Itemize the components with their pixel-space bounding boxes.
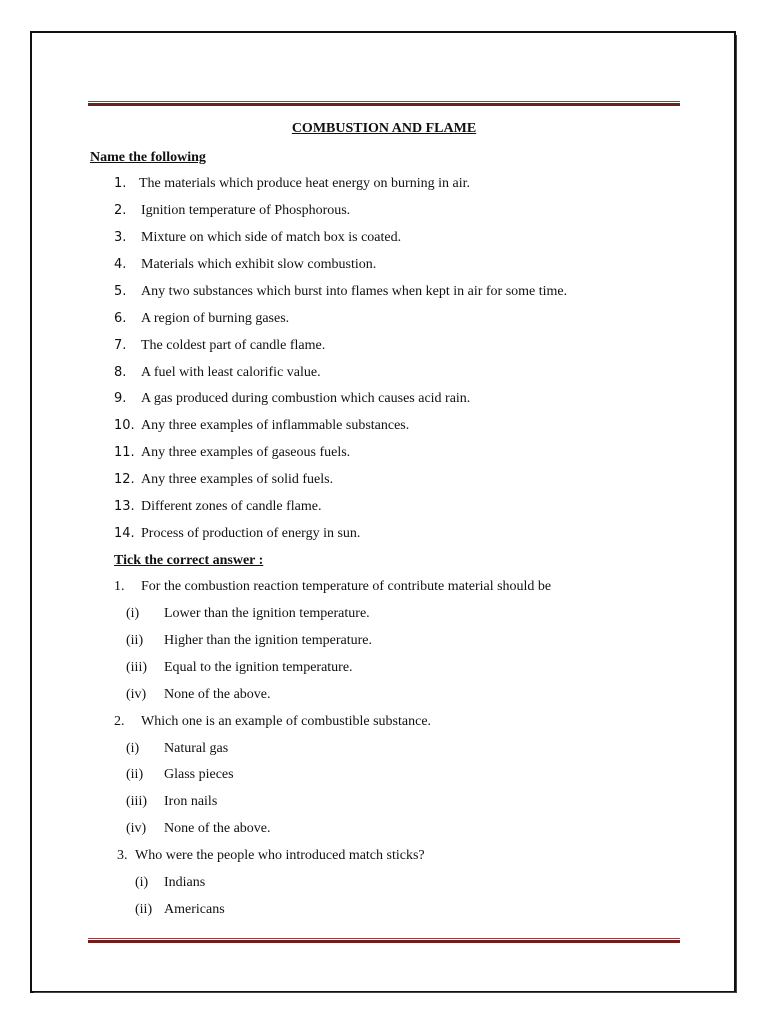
item-text: Process of production of energy in sun. bbox=[141, 526, 361, 541]
list-item bbox=[114, 310, 289, 328]
question-text bbox=[114, 578, 551, 596]
item-number: 9. bbox=[114, 391, 127, 406]
list-item bbox=[114, 229, 401, 247]
option-label: (iii) bbox=[126, 660, 147, 675]
option-item bbox=[126, 605, 370, 623]
list-item bbox=[114, 498, 322, 516]
option-text: Higher than the ignition temperature. bbox=[164, 633, 372, 648]
item-number: 14. bbox=[114, 526, 135, 541]
option-item bbox=[135, 874, 205, 892]
option-text: Indians bbox=[164, 875, 206, 890]
question-number: 3. bbox=[117, 848, 128, 863]
item-number: 4. bbox=[114, 257, 127, 272]
item-number: 1. bbox=[114, 176, 127, 191]
question-label: For the combustion reaction temperature of contribute material should be bbox=[141, 579, 552, 594]
option-label: (i) bbox=[135, 875, 149, 890]
list-item bbox=[114, 471, 333, 489]
item-text: A region of burning gases. bbox=[141, 311, 290, 326]
option-text: None of the above. bbox=[164, 687, 271, 702]
list-item bbox=[114, 202, 350, 220]
question-number: 1. bbox=[114, 579, 125, 594]
item-text: Any two substances which burst into flames when kept in air for some time. bbox=[141, 284, 568, 299]
option-text: Iron nails bbox=[164, 794, 218, 809]
option-item bbox=[126, 820, 271, 838]
list-item bbox=[114, 337, 325, 355]
list-item bbox=[114, 417, 409, 435]
option-item bbox=[126, 793, 217, 811]
option-label: (iv) bbox=[126, 687, 147, 702]
header-rule bbox=[88, 101, 680, 106]
list-item bbox=[114, 283, 567, 301]
document-title: COMBUSTION AND FLAME bbox=[291, 121, 477, 136]
item-number: 6. bbox=[114, 311, 127, 326]
question-label: Which one is an example of combustible substance. bbox=[141, 714, 432, 729]
item-number: 12. bbox=[114, 472, 135, 487]
option-label: (ii) bbox=[126, 767, 144, 782]
option-label: (i) bbox=[126, 606, 140, 621]
item-text: The materials which produce heat energy on burning in air. bbox=[139, 176, 470, 191]
footer-rule bbox=[88, 938, 680, 943]
item-text: Any three examples of gaseous fuels. bbox=[141, 445, 351, 460]
question-text bbox=[114, 713, 431, 731]
option-item bbox=[126, 686, 271, 704]
item-text: Materials which exhibit slow combustion. bbox=[141, 257, 377, 272]
item-text: Mixture on which side of match box is coated. bbox=[141, 230, 402, 245]
list-item bbox=[114, 444, 350, 462]
option-label: (ii) bbox=[135, 902, 153, 917]
item-text: Any three examples of solid fuels. bbox=[141, 472, 334, 487]
item-text: Any three examples of inflammable substances. bbox=[141, 418, 410, 433]
option-label: (iv) bbox=[126, 821, 147, 836]
option-label: (ii) bbox=[126, 633, 144, 648]
item-number: 3. bbox=[114, 230, 127, 245]
option-item bbox=[126, 659, 353, 677]
option-text: Natural gas bbox=[164, 741, 229, 756]
item-text: Different zones of candle flame. bbox=[141, 499, 322, 514]
option-item bbox=[126, 632, 372, 650]
list-item bbox=[114, 256, 376, 274]
item-text: A fuel with least calorific value. bbox=[141, 365, 321, 380]
question-text bbox=[117, 847, 425, 865]
item-number: 8. bbox=[114, 365, 127, 380]
list-item bbox=[114, 175, 470, 193]
item-number: 10. bbox=[114, 418, 135, 433]
option-item bbox=[126, 766, 234, 784]
section-heading-name-the-following: Name the following bbox=[90, 150, 206, 165]
option-item bbox=[135, 901, 225, 919]
item-text: The coldest part of candle flame. bbox=[141, 338, 326, 353]
option-item bbox=[126, 740, 228, 758]
item-number: 13. bbox=[114, 499, 135, 514]
item-number: 5. bbox=[114, 284, 127, 299]
item-number: 2. bbox=[114, 203, 127, 218]
question-label: Who were the people who introduced match sticks? bbox=[135, 848, 425, 863]
option-text: None of the above. bbox=[164, 821, 271, 836]
option-text: Glass pieces bbox=[164, 767, 234, 782]
item-text: Ignition temperature of Phosphorous. bbox=[141, 203, 351, 218]
list-item bbox=[114, 525, 360, 543]
option-text: Lower than the ignition temperature. bbox=[164, 606, 370, 621]
option-label: (iii) bbox=[126, 794, 147, 809]
item-number: 7. bbox=[114, 338, 127, 353]
option-text: Equal to the ignition temperature. bbox=[164, 660, 353, 675]
item-number: 11. bbox=[114, 445, 135, 460]
option-text: Americans bbox=[164, 902, 225, 917]
item-text: A gas produced during combustion which causes acid rain. bbox=[141, 391, 471, 406]
list-item bbox=[114, 364, 321, 382]
option-label: (i) bbox=[126, 741, 140, 756]
question-number: 2. bbox=[114, 714, 125, 729]
section-heading-tick-correct-answer: Tick the correct answer : bbox=[114, 553, 264, 568]
list-item bbox=[114, 390, 470, 408]
